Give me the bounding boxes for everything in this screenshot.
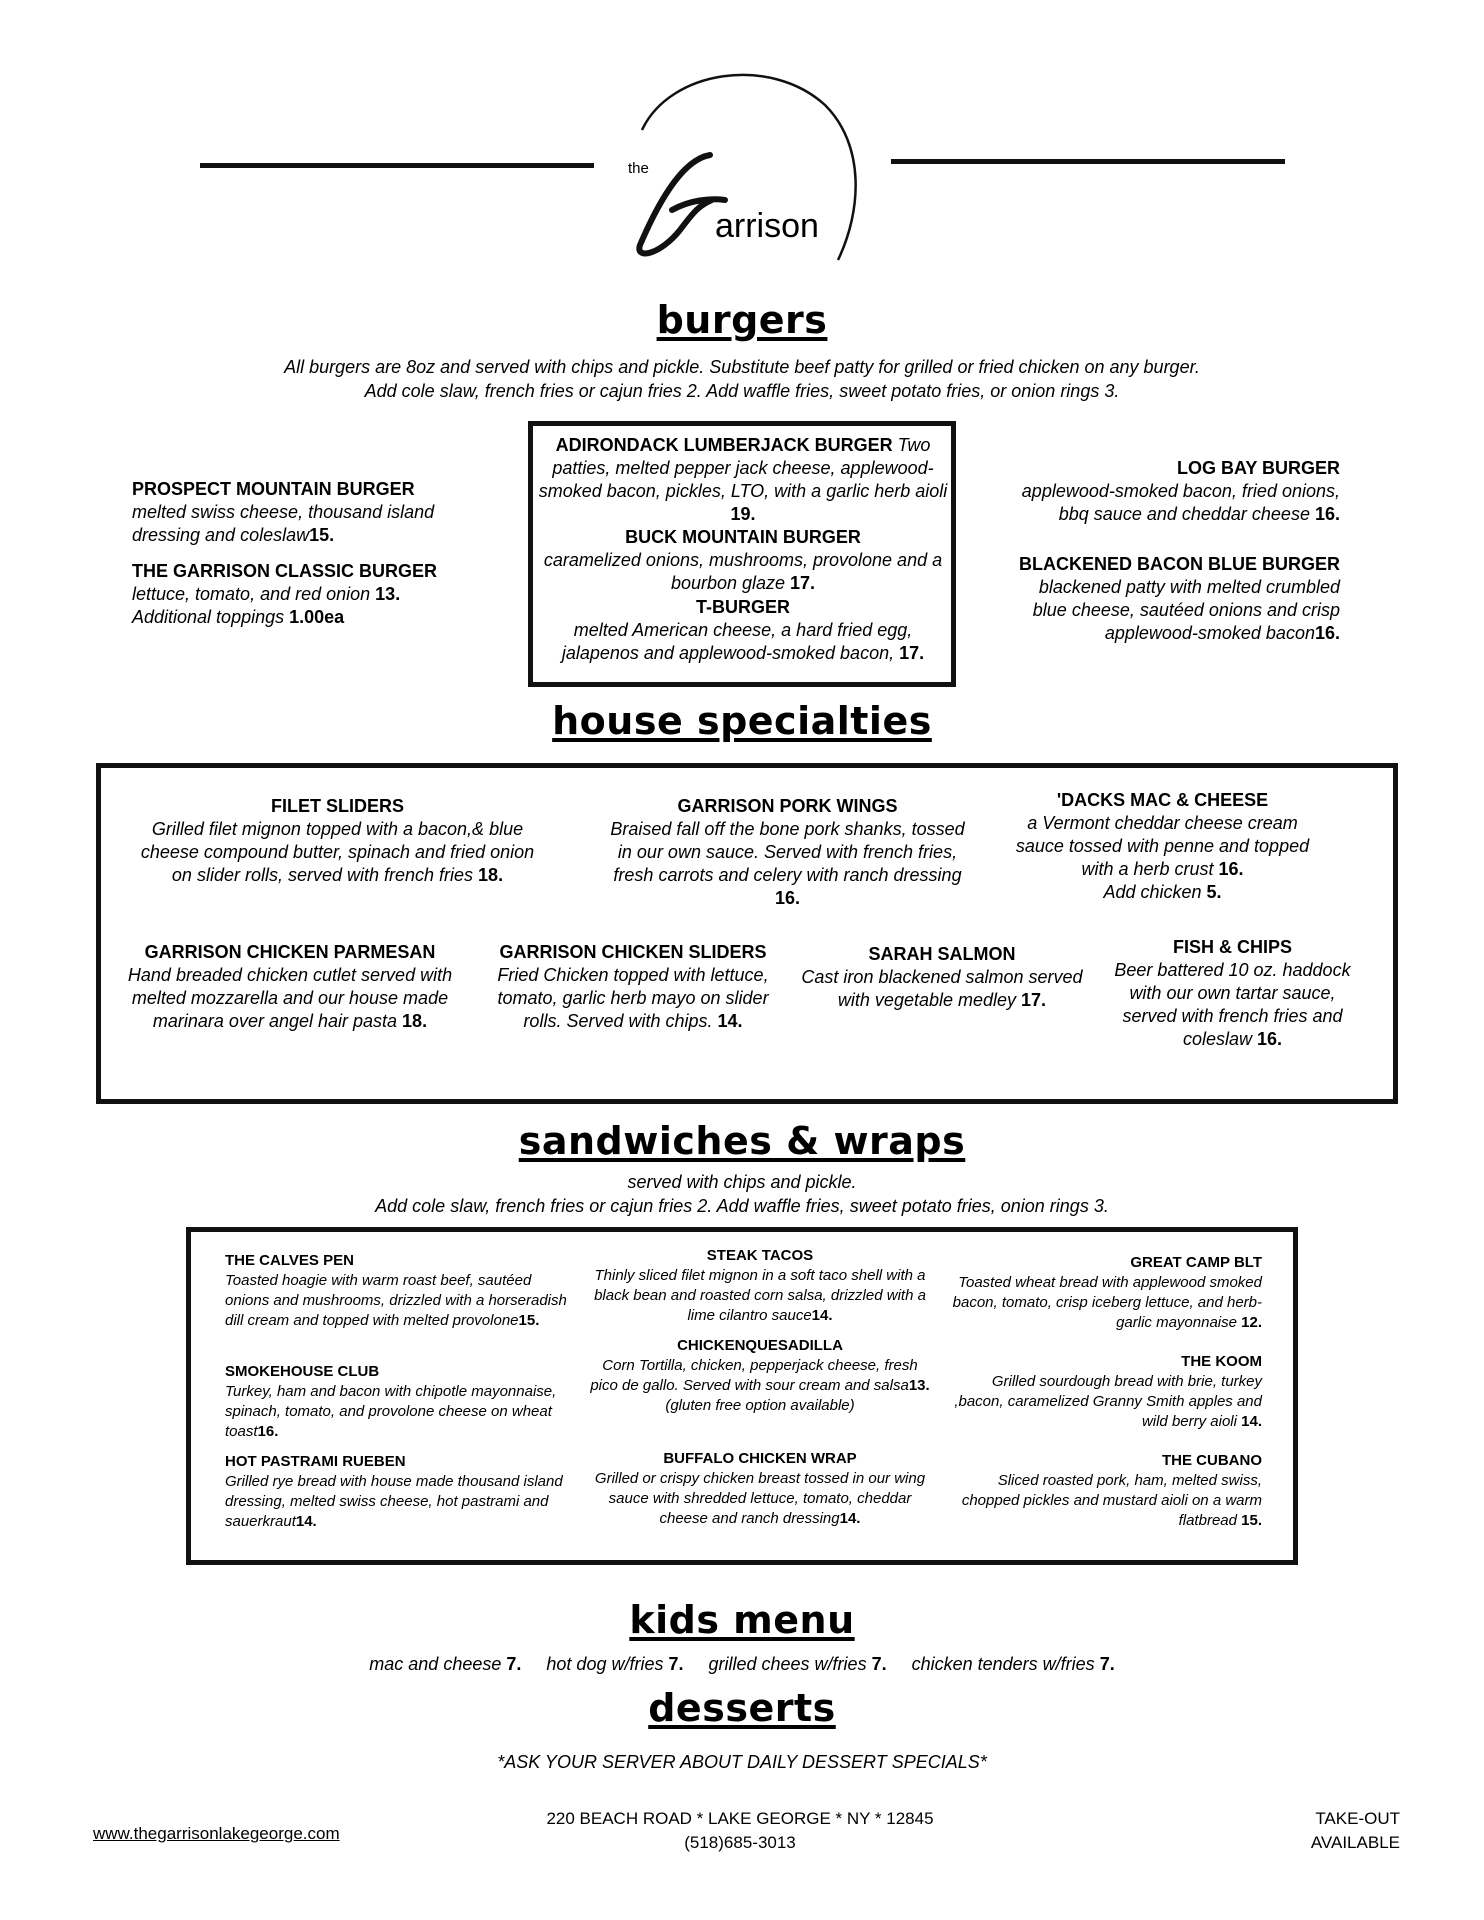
specialty-chicken-parmesan: GARRISON CHICKEN PARMESAN Hand breaded chicken cutlet served with melted mozzarella and our house made marinara over angel hair pasta 18. [127, 942, 453, 1031]
logo-name: arrison [715, 207, 819, 245]
desserts-heading: desserts [648, 1686, 836, 1730]
burger-t-burger: T-BURGER melted American cheese, a hard fried egg, jalapenos and applewood-smoked bacon, 17. [561, 597, 925, 663]
burger-blackened-bacon-blue: BLACKENED BACON BLUE BURGER blackened patty with melted crumbled blue cheese, sautéed onions and crisp applewood-smoked bacon16. [1018, 554, 1340, 643]
logo-the: the [628, 160, 649, 177]
sandwich-the-koom: THE KOOM Grilled sourdough bread with brie, turkey ,bacon, caramelized Granny Smith apples and wild berry aioli 14. [954, 1353, 1262, 1430]
kids-items: mac and cheese 7. hot dog w/fries 7. grilled chees w/fries 7. chicken tenders w/fries 7. [369, 1654, 1115, 1674]
takeout-note: TAKE-OUT AVAILABLE [1310, 1809, 1400, 1852]
specialty-pork-wings: GARRISON PORK WINGS Braised fall off the bone pork shanks, tossed in our own sauce. Served with french fries, fresh carrots and celery with ranch dressing 16. [610, 796, 965, 908]
phone-line: (518)685-3013 [684, 1833, 796, 1852]
specialty-fish-chips: FISH & CHIPS Beer battered 10 oz. haddock with our own tartar sauce, served with french fries and coleslaw 16. [1114, 937, 1351, 1049]
sandwiches-note-2: Add cole slaw, french fries or cajun fries 2. Add waffle fries, sweet potato fries, onion rings 3. [375, 1196, 1109, 1216]
sandwich-smokehouse-club: SMOKEHOUSE CLUB Turkey, ham and bacon with chipotle mayonnaise, spinach, tomato, and provolone cheese on wheat toast16. [225, 1363, 557, 1440]
burgers-note-2: Add cole slaw, french fries or cajun fries 2. Add waffle fries, sweet potato fries, or onion rings 3. [364, 381, 1120, 401]
header-rule-left [200, 163, 594, 168]
sandwich-hot-pastrami: HOT PASTRAMI RUEBEN Grilled rye bread with house made thousand island dressing, melted swiss cheese, hot pastrami and sauerkraut14. [225, 1453, 563, 1530]
sandwich-chicken-quesadilla: CHICKENQUESADILLA Corn Tortilla, chicken, pepperjack cheese, fresh pico de gallo. Served with sour cream and salsa13. (gluten free option available) [590, 1337, 930, 1414]
burger-buck-mountain: BUCK MOUNTAIN BURGER caramelized onions, mushrooms, provolone and a bourbon glaze 17. [543, 527, 943, 593]
burger-log-bay: LOG BAY BURGER applewood-smoked bacon, fried onions, bbq sauce and cheddar cheese 16. [1021, 458, 1340, 524]
kids-heading: kids menu [629, 1598, 855, 1642]
burger-prospect-mountain: PROSPECT MOUNTAIN BURGER melted swiss cheese, thousand island dressing and coleslaw15. [132, 479, 435, 545]
website-link[interactable]: www.thegarrisonlakegeorge.com [93, 1824, 340, 1843]
desserts-note: *ASK YOUR SERVER ABOUT DAILY DESSERT SPECIALS* [497, 1752, 987, 1772]
specialty-filet-sliders: FILET SLIDERS Grilled filet mignon topped with a bacon,& blue cheese compound butter, spinach and fried onion on slider rolls, served with french fries 18. [140, 796, 535, 885]
footer-address [480, 1807, 1000, 1855]
logo [600, 60, 880, 275]
specialties-heading: house specialties [552, 699, 932, 743]
burger-garrison-classic: THE GARRISON CLASSIC BURGER lettuce, tomato, and red onion 13. Additional toppings 1.00ea [132, 561, 438, 627]
sandwich-steak-tacos: STEAK TACOS Thinly sliced filet mignon in a soft taco shell with a black bean and roasted corn salsa, drizzled with a lime cilantro sauce14. [594, 1247, 926, 1324]
sandwich-buffalo-chicken-wrap: BUFFALO CHICKEN WRAP Grilled or crispy chicken breast tossed in our wing sauce with shredded lettuce, tomato, cheddar cheese and ranch dressing14. [594, 1450, 926, 1527]
specialty-dacks-mac-cheese: 'DACKS MAC & CHEESE a Vermont cheddar cheese cream sauce tossed with penne and topped with a herb crust 16. Add chicken 5. [1015, 790, 1310, 902]
sandwich-the-cubano: THE CUBANO Sliced roasted pork, ham, melted swiss, chopped pickles and mustard aioli on a warm flatbread 15. [961, 1452, 1262, 1529]
header-rule-right [891, 159, 1285, 164]
burgers-heading: burgers [656, 298, 828, 342]
specialty-sarah-salmon: SARAH SALMON Cast iron blackened salmon served with vegetable medley 17. [801, 944, 1083, 1010]
sandwich-calves-pen: THE CALVES PEN Toasted hoagie with warm roast beef, sautéed onions and mushrooms, drizzled with a horseradish dill cream and topped with melted provolone15. [225, 1252, 567, 1329]
sandwiches-note-1: served with chips and pickle. [627, 1172, 857, 1192]
burgers-note-1: All burgers are 8oz and served with chips and pickle. Substitute beef patty for grilled or fried chicken on any burger. [284, 357, 1200, 377]
sandwiches-heading: sandwiches & wraps [518, 1119, 966, 1163]
sandwich-great-camp-blt: GREAT CAMP BLT Toasted wheat bread with applewood smoked bacon, tomato, crisp iceberg lettuce, and herb-garlic mayonnaise 12. [952, 1254, 1262, 1331]
specialty-chicken-sliders: GARRISON CHICKEN SLIDERS Fried Chicken topped with lettuce, tomato, garlic herb mayo on slider rolls. Served with chips. 14. [497, 942, 769, 1031]
burger-adirondack-lumberjack: ADIRONDACK LUMBERJACK BURGER Two patties, melted pepper jack cheese, applewood-smoked bacon, pickles, LTO, with a garlic herb aioli 19. [538, 435, 948, 524]
address-line: 220 BEACH ROAD * LAKE GEORGE * NY * 12845 [546, 1809, 934, 1828]
